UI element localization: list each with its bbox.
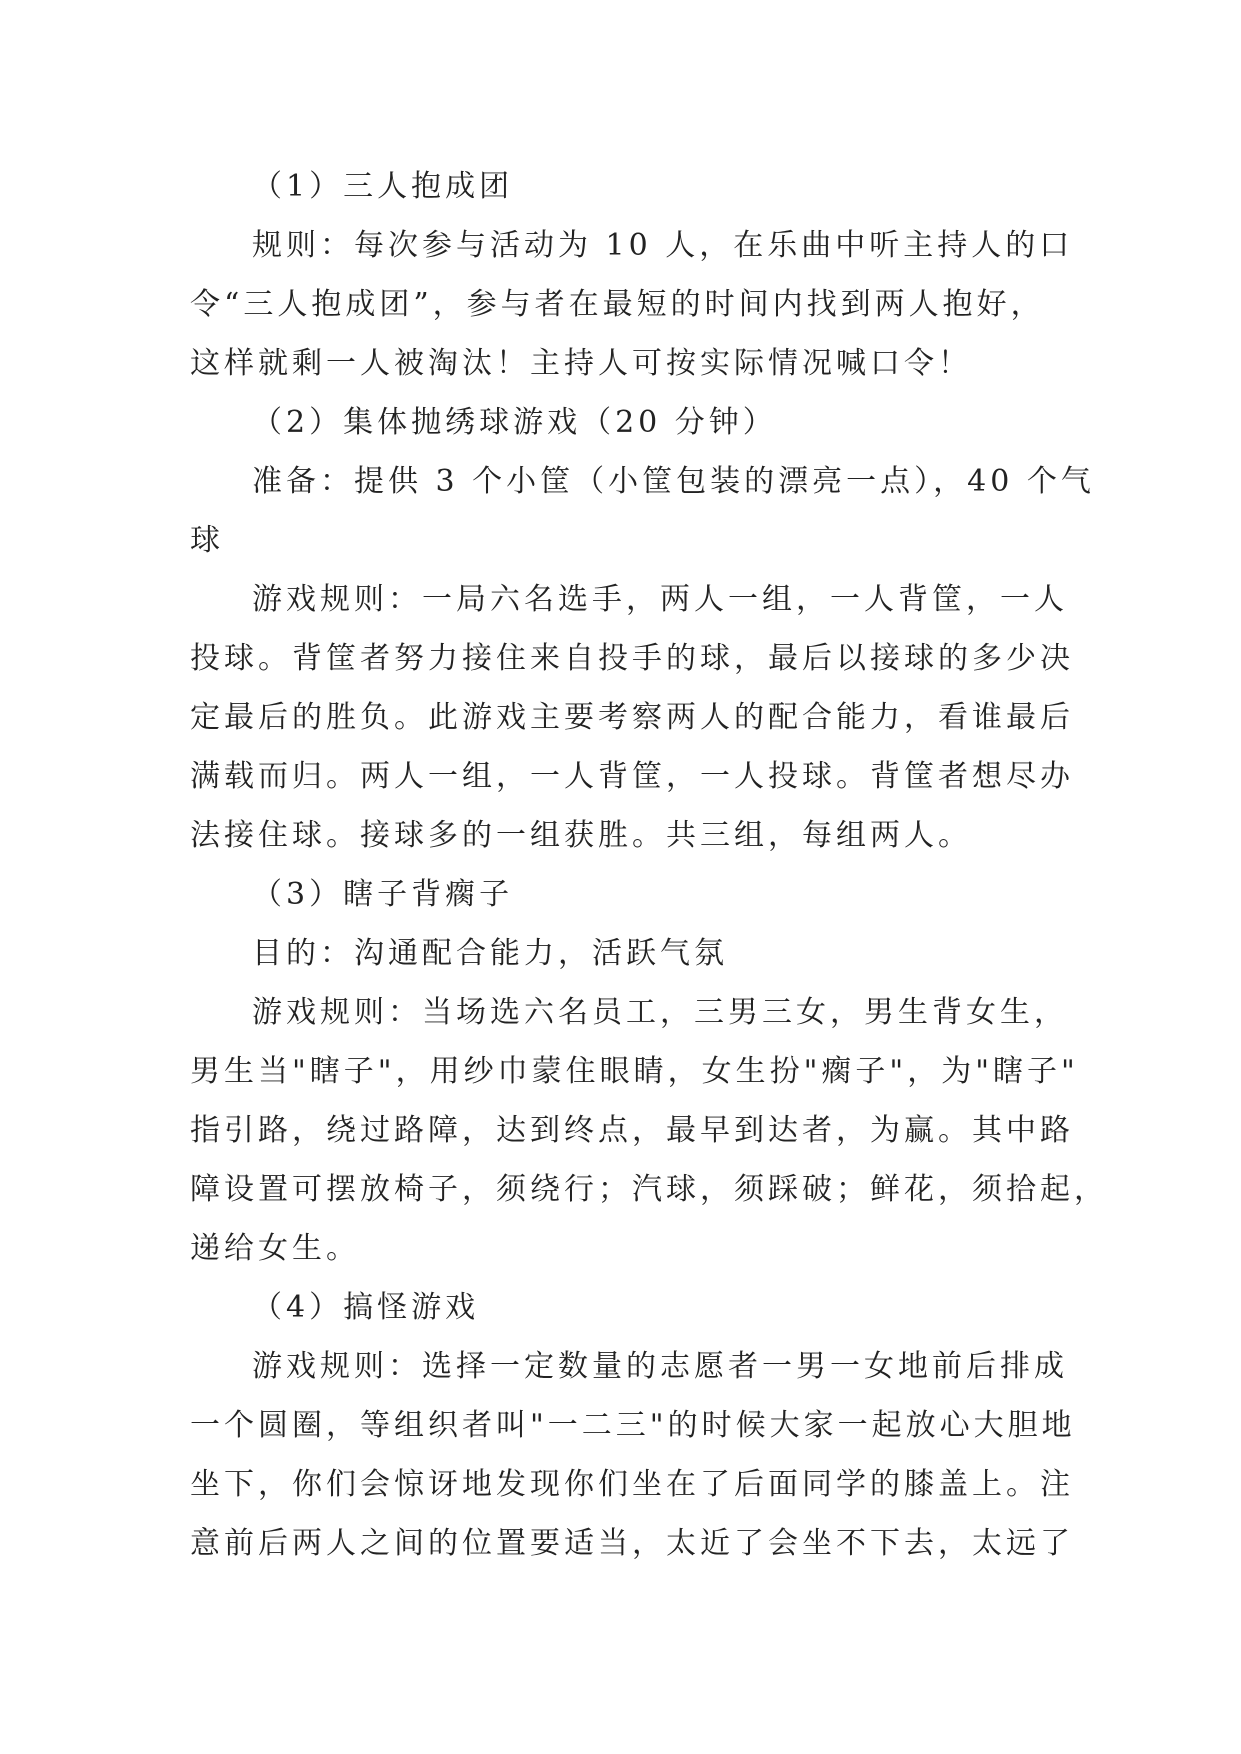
- section-heading-3: （3）瞎子背瘸子: [252, 877, 514, 912]
- paragraph-line: 递给女生。: [190, 1231, 360, 1266]
- paragraph-line: 坐下，你们会惊讶地发现你们坐在了后面同学的膝盖上。注: [190, 1467, 1074, 1502]
- paragraph-line: 游戏规则：一局六名选手，两人一组，一人背筐，一人: [252, 582, 1068, 617]
- paragraph-line: 游戏规则：当场选六名员工，三男三女，男生背女生，: [252, 995, 1068, 1030]
- paragraph-line: 定最后的胜负。此游戏主要考察两人的配合能力，看谁最后: [190, 700, 1074, 735]
- paragraph-line: 球: [190, 523, 224, 558]
- paragraph-line: 令“三人抱成团”，参与者在最短的时间内找到两人抱好，: [190, 287, 1045, 322]
- paragraph-line: 这样就剩一人被淘汰！主持人可按实际情况喊口令！: [190, 346, 972, 381]
- paragraph-line: 障设置可摆放椅子，须绕行；汽球，须踩破；鲜花，须拾起，: [190, 1172, 1108, 1207]
- paragraph-line: 准备：提供 3 个小筐（小筐包装的漂亮一点），40 个气: [252, 464, 1095, 499]
- paragraph-line: 指引路，绕过路障，达到终点，最早到达者，为赢。其中路: [190, 1113, 1074, 1148]
- document-body: [190, 157, 1108, 1573]
- section-heading-1: （1）三人抱成团: [252, 169, 514, 204]
- paragraph-line: 目的：沟通配合能力，活跃气氛: [252, 936, 728, 971]
- paragraph-line: 满载而归。两人一组，一人背筐，一人投球。背筐者想尽办: [190, 759, 1074, 794]
- section-heading-4: （4）搞怪游戏: [252, 1290, 480, 1325]
- paragraph-line: 投球。背筐者努力接住来自投手的球，最后以接球的多少决: [190, 641, 1074, 676]
- paragraph-line: 游戏规则：选择一定数量的志愿者一男一女地前后排成: [252, 1349, 1068, 1384]
- paragraph-line: 规则：每次参与活动为 10 人，在乐曲中听主持人的口: [252, 228, 1074, 263]
- section-heading-2: （2）集体抛绣球游戏（20 分钟）: [252, 405, 777, 440]
- paragraph-line: 一个圆圈，等组织者叫"一二三"的时候大家一起放心大胆地: [190, 1408, 1076, 1443]
- paragraph-line: 法接住球。接球多的一组获胜。共三组，每组两人。: [190, 818, 972, 853]
- paragraph-line: 男生当"瞎子"，用纱巾蒙住眼睛，女生扮"瘸子"，为"瞎子": [190, 1054, 1079, 1089]
- paragraph-line: 意前后两人之间的位置要适当，太近了会坐不下去，太远了: [190, 1526, 1074, 1561]
